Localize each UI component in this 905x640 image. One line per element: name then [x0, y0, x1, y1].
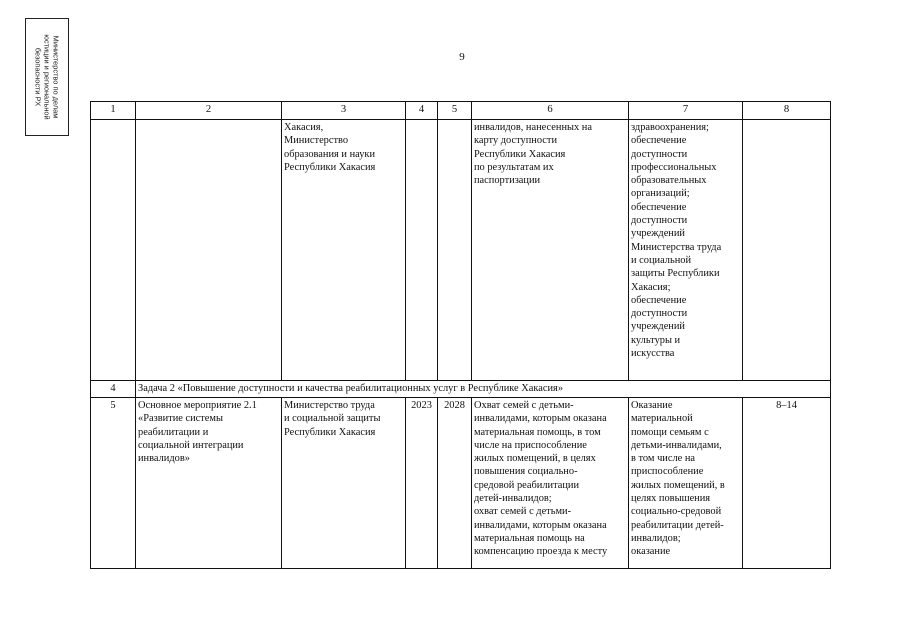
table-cell [91, 120, 136, 381]
table-row-continuation [91, 120, 831, 381]
cell-line: паспортизации [474, 175, 541, 187]
cell-line: детей-инвалидов; [474, 493, 552, 505]
result-cell [629, 398, 743, 569]
page-number: 9 [459, 51, 465, 63]
cell-line: карту доступности [474, 135, 557, 147]
task-row [91, 381, 831, 398]
executor-cell [282, 120, 406, 381]
cell-line: приспособление [631, 466, 704, 478]
cell-line: детьми-инвалидами, [631, 439, 722, 451]
cell-line: учреждений [631, 321, 685, 333]
cell-line: «Развитие системы [138, 413, 223, 425]
indicator-cell [472, 120, 629, 381]
cell-line: профессиональных [631, 161, 717, 173]
cell-line: Республики Хакасия [284, 426, 376, 438]
cell-line: Республики Хакасия [284, 161, 376, 173]
cell-line: компенсацию проезда к месту [474, 546, 608, 558]
executor-cell [282, 398, 406, 569]
cell-line: по результатам их [474, 161, 554, 173]
cell-line: и социальной защиты [284, 413, 381, 425]
cell-line: Охват семей с детьми- [474, 400, 574, 411]
cell-line: целях повышения [631, 493, 711, 505]
table-cell [438, 120, 472, 381]
cell-line: обеспечение [631, 294, 687, 306]
stamp-text [34, 21, 61, 133]
cell-line: организаций; [631, 188, 690, 200]
header-cell: 6 [472, 102, 629, 120]
table-header-row [91, 102, 831, 120]
cell-line: учреждений [631, 228, 685, 240]
stamp-line: Министерство по делам [51, 35, 61, 119]
cell-line: реабилитации и [138, 426, 209, 438]
end-year-cell: 2028 [438, 398, 472, 569]
cell-line: оказание [631, 546, 671, 558]
cell-line: и социальной [631, 254, 692, 266]
start-year-cell: 2023 [406, 398, 438, 569]
cell-line: Хакасия, [284, 122, 324, 133]
header-cell: 7 [629, 102, 743, 120]
cell-line: в том числе на [631, 453, 696, 465]
header-cell: 8 [743, 102, 831, 120]
cell-line: искусства [631, 348, 675, 360]
cell-line: материальная помощь на [474, 532, 585, 544]
cell-line: Основное мероприятие 2.1 [138, 400, 257, 411]
result-cell [629, 120, 743, 381]
cell-line: Хакасия; [631, 281, 671, 293]
cell-line: Министерство труда [284, 400, 375, 411]
cell-line: доступности [631, 148, 688, 160]
header-cell: 5 [438, 102, 472, 120]
cell-line: инвалидов, нанесенных на [474, 122, 592, 133]
row-number: 5 [91, 398, 136, 569]
cell-line: жилых помещений, в целях [474, 453, 596, 465]
cell-line: образования и науки [284, 148, 376, 160]
cell-line: материальной [631, 413, 693, 425]
cell-line: инвалидов; [631, 532, 681, 544]
cell-line: числе на приспособление [474, 439, 587, 451]
header-cell: 2 [136, 102, 282, 120]
stamp-line: безопасности РХ [33, 47, 43, 107]
link-to-indicators-cell: 8–14 [743, 398, 831, 569]
cell-line: инвалидами, которым оказана [474, 413, 607, 425]
cell-line: доступности [631, 215, 688, 227]
header-cell: 4 [406, 102, 438, 120]
task-title: Задача 2 «Повышение доступности и качества реабилитационных услуг в Республике Хакасия» [136, 381, 831, 398]
indicator-cell [472, 398, 629, 569]
cell-line: помощи семьям с [631, 426, 709, 438]
cell-line: социальной интеграции [138, 439, 244, 451]
cell-line: повышения социально- [474, 466, 578, 478]
cell-line: реабилитации детей- [631, 519, 724, 531]
cell-line: Министерства труда [631, 241, 722, 253]
header-cell: 3 [282, 102, 406, 120]
row-number: 4 [91, 381, 136, 398]
stamp-line: юстиции и региональной [42, 34, 52, 120]
cell-line: Министерство [284, 135, 349, 147]
cell-line: инвалидов» [138, 453, 190, 465]
activity-cell [136, 398, 282, 569]
table-cell [743, 120, 831, 381]
table-cell [136, 120, 282, 381]
cell-line: инвалидами, которым оказана [474, 519, 607, 531]
program-table [90, 101, 831, 569]
cell-line: обеспечение [631, 201, 687, 213]
cell-line: средовой реабилитации [474, 479, 580, 491]
cell-line: культуры и [631, 334, 681, 346]
cell-line: материальная помощь, в том [474, 426, 601, 438]
cell-line: Республики Хакасия [474, 148, 566, 160]
cell-line: Оказание [631, 400, 673, 411]
cell-line: обеспечение [631, 135, 687, 147]
table-row-5 [91, 398, 831, 569]
cell-line: здравоохранения; [631, 122, 709, 133]
cell-line: социально-средовой [631, 506, 722, 518]
header-cell: 1 [91, 102, 136, 120]
cell-line: жилых помещений, в [631, 479, 725, 491]
cell-line: доступности [631, 308, 688, 320]
cell-line: охват семей с детьми- [474, 506, 572, 518]
table-cell [406, 120, 438, 381]
cell-line: образовательных [631, 175, 707, 187]
registration-stamp [25, 18, 69, 136]
cell-line: защиты Республики [631, 268, 720, 280]
